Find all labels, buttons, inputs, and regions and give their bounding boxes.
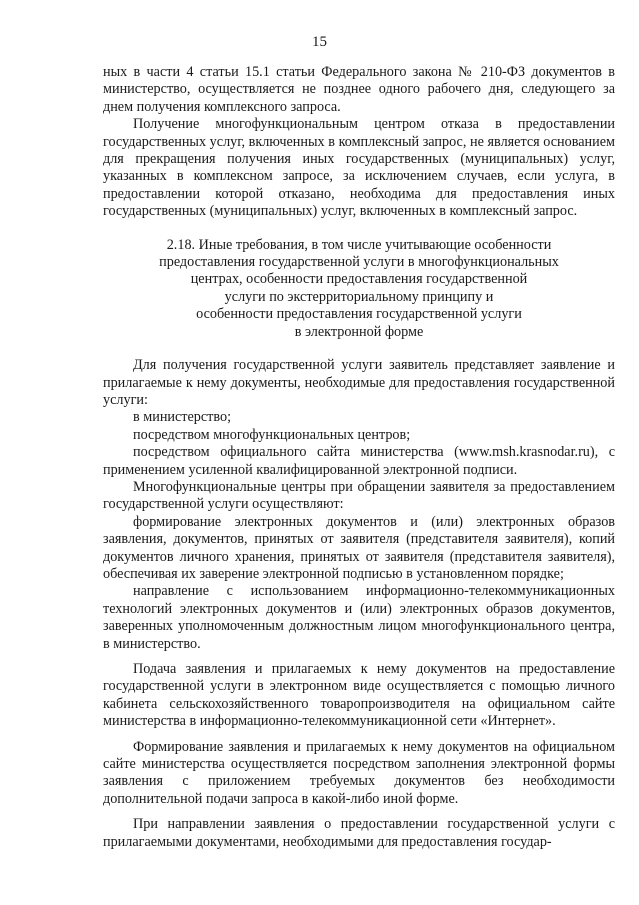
heading-line: особенности предоставления государственной услуги — [196, 306, 522, 323]
paragraph-forming: Формирование заявления и прилагаемых к нему документов на официальном сайте министерства осуществляется посредством заполнения электронной формы заявления с приложением требуемых документов без необходимости дополнительной подачи запроса в какой-либо иной форме. — [103, 738, 615, 807]
heading-line: предоставления государственной услуги в многофункциональных — [159, 254, 559, 271]
heading-line: центрах, особенности предоставления государственной — [190, 271, 528, 288]
list-item: в министерство; — [133, 409, 232, 426]
section-heading — [103, 237, 615, 341]
heading-line: 2.18. Иные требования, в том числе учитывающие особенности — [166, 236, 552, 253]
list-item-site: посредством официального сайта министерства (www.msh.krasnodar.ru), с применением усиленной квалифицированной электронной подписи. — [103, 444, 615, 478]
heading-line: в электронной форме — [294, 323, 424, 340]
paragraph-submission: Подача заявления и прилагаемых к нему документов на предоставление государственной услуги в электронном виде осуществляется с помощью личного кабинета сельскохозяйственного товаропроизводителя на официальном сайте министерства в информационно-телекоммуникационной сети «Интернет». — [103, 661, 615, 730]
list-item: посредством многофункциональных центров; — [133, 426, 411, 443]
page-number: 15 — [312, 34, 327, 50]
paragraph-mfc-item: направление с использованием информационно-телекоммуникационных технологий электронных документов и (или) электронных образов документов, заверенных уполномоченным должностным лицом многофункционального центра, в министерство. — [103, 583, 615, 652]
paragraph-mfc-intro: Многофункциональные центры при обращении заявителя за предоставлением государственной услуги осуществляют: — [103, 478, 615, 513]
paragraph-refusal: Получение многофункциональным центром отказа в предоставлении государственных услуг, включенных в комплексный запрос, не является основанием для прекращения получения иных государственных (муниципальных) услуг, указанных в комплексном запросе, за исключением случаев, если услуга, в предоставлении которой отказано, необходима для предоставления иных государственных (муниципальных) услуг, включенных в комплексный запрос. — [103, 116, 615, 220]
paragraph-intro: Для получения государственной услуги заявитель представляет заявление и прилагаемые к нему документы, необходимые для предоставления государственной услуги: — [103, 357, 615, 408]
paragraph-continuation: ных в части 4 статьи 15.1 статьи Федерального закона № 210-ФЗ документов в министерство, осуществляется не позднее одного рабочего дня, следующего за днем получения комплексного запроса. — [103, 64, 615, 115]
paragraph-last: При направлении заявления о предоставлении государственной услуги с прилагаемыми документами, необходимыми для предоставления государ- — [103, 816, 615, 850]
document-body — [103, 64, 615, 851]
heading-line: услуги по экстерриториальному принципу и — [224, 288, 494, 305]
paragraph-mfc-item: формирование электронных документов и (или) электронных образов заявления, документов, принятых от заявителя (представителя заявителя), копий документов личного хранения, принятых от заявителя (представителя заявителя), обеспечивая их заверение электронной подписью в установленном порядке; — [103, 513, 615, 582]
